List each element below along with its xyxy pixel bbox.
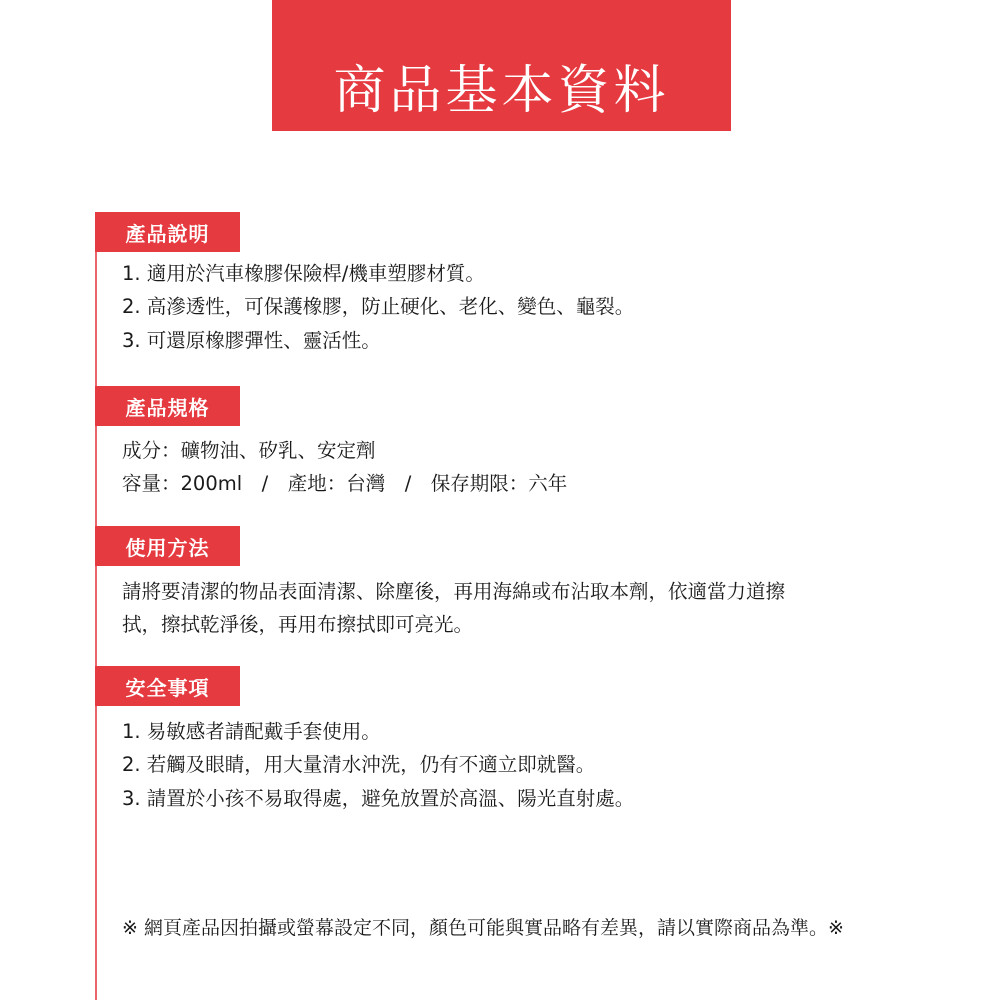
description-line-1: 1. 適用於汽車橡膠保險桿/機車塑膠材質。 xyxy=(122,262,485,285)
section-body-description xyxy=(122,257,634,357)
description-line-2: 2. 高滲透性，可保護橡膠，防止硬化、老化、變色、龜裂。 xyxy=(122,295,635,319)
section-label-specifications: 產品規格 xyxy=(95,386,240,426)
safety-line-1: 1. 易敏感者請配戴手套使用。 xyxy=(122,720,381,743)
disclaimer-note: ※ 網頁產品因拍攝或螢幕設定不同，顏色可能與實品略有差異，請以實際商品為準。※ xyxy=(122,917,844,939)
section-divider-line xyxy=(95,212,97,1000)
section-body-safety xyxy=(122,715,634,815)
spec-volume-origin-shelf-life: 容量：200ml / 產地：台灣 / 保存期限：六年 xyxy=(122,472,568,496)
spec-ingredients: 成分：礦物油、矽乳、安定劑 xyxy=(122,439,376,462)
safety-line-2: 2. 若觸及眼睛，用大量清水沖洗，仍有不適立即就醫。 xyxy=(122,753,596,777)
section-body-usage xyxy=(122,575,785,642)
usage-line-1: 請將要清潔的物品表面清潔、除塵後，再用海綿或布沾取本劑，依適當力道擦 xyxy=(122,580,786,603)
section-body-specifications xyxy=(122,434,567,501)
section-label-safety: 安全事項 xyxy=(95,666,240,706)
page-title: 商品基本資料 xyxy=(333,61,670,121)
description-line-3: 3. 可還原橡膠彈性、靈活性。 xyxy=(122,328,381,352)
section-label-usage: 使用方法 xyxy=(95,526,240,566)
section-label-description: 產品說明 xyxy=(95,212,240,252)
title-banner xyxy=(272,0,731,131)
usage-line-2: 拭，擦拭乾淨後，再用布擦拭即可亮光。 xyxy=(122,613,474,637)
safety-line-3: 3. 請置於小孩不易取得處，避免放置於高溫、陽光直射處。 xyxy=(122,786,635,810)
